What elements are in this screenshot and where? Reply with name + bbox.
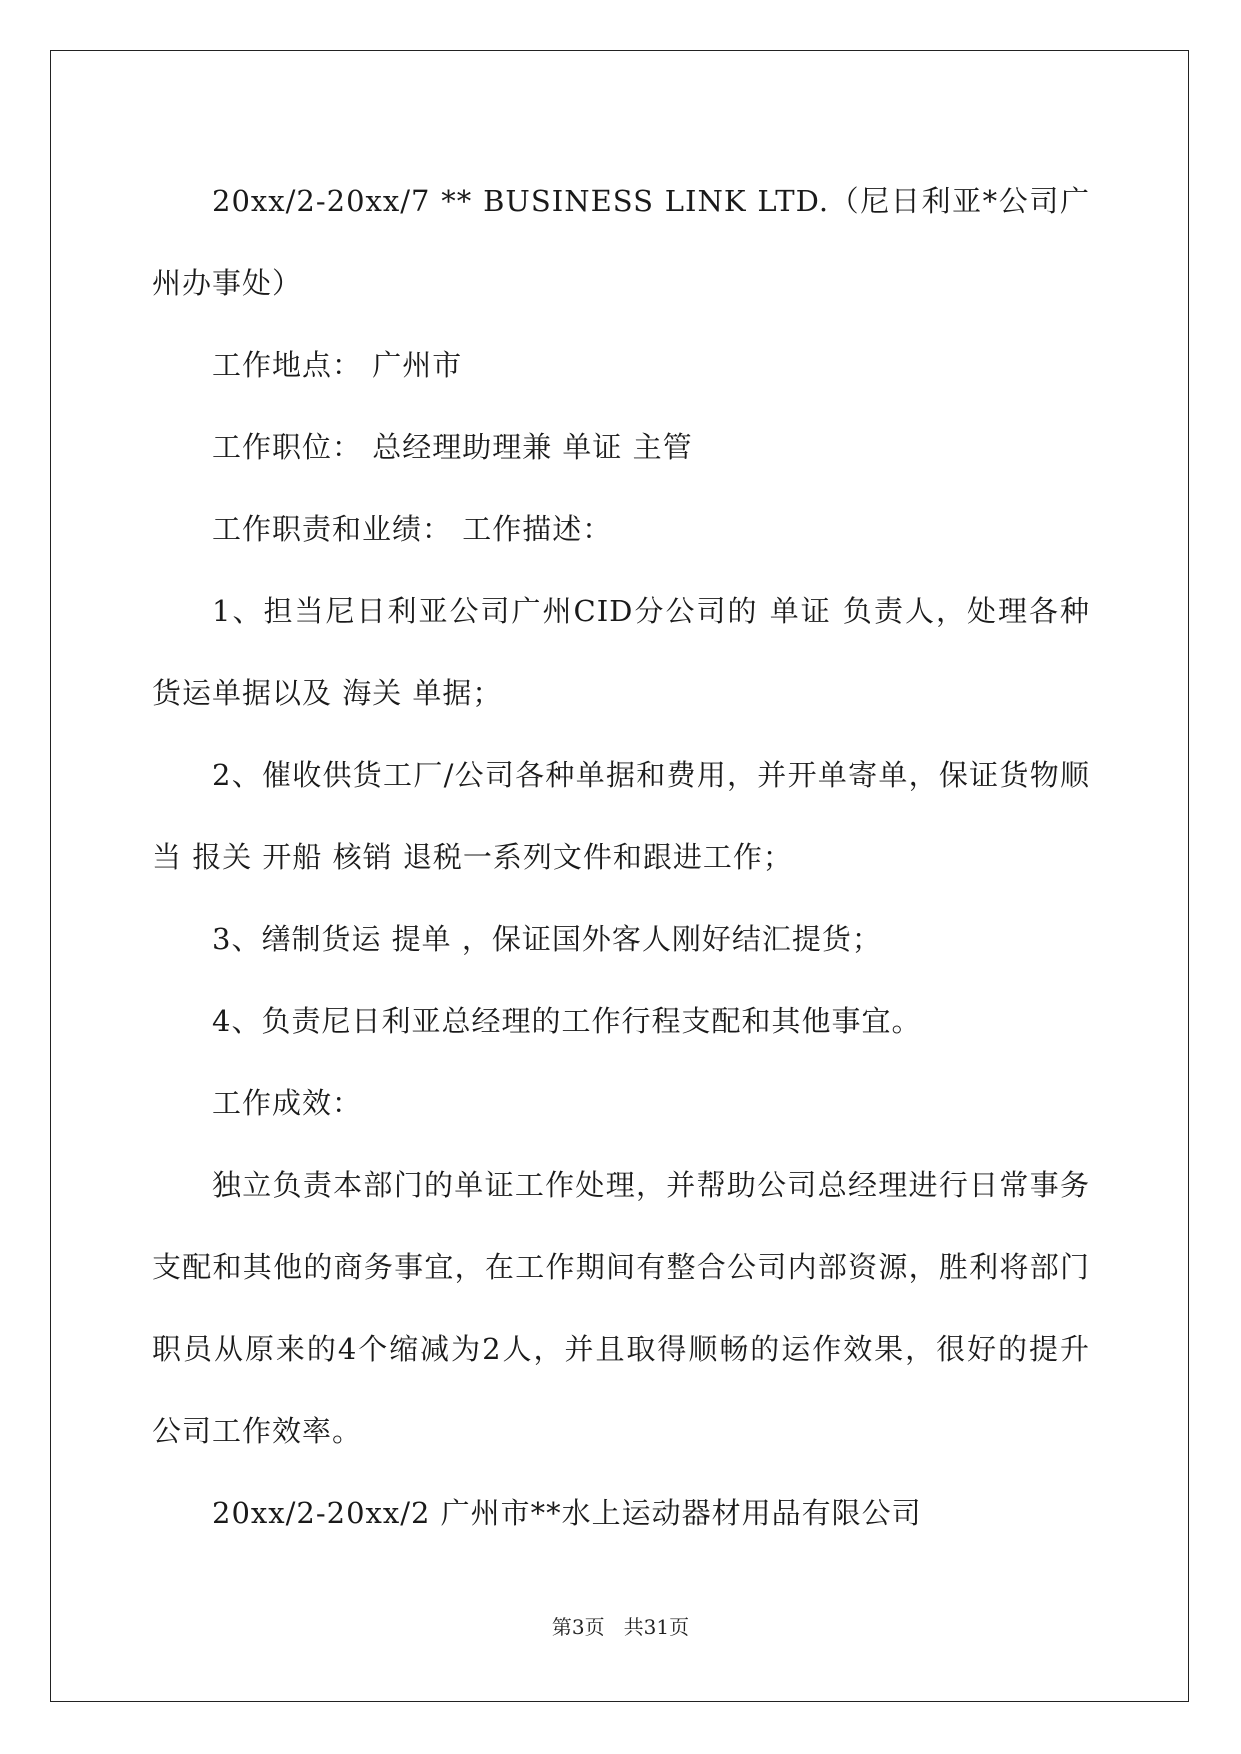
document-body [152, 160, 1090, 1554]
paragraph: 工作职责和业绩： 工作描述： [212, 512, 613, 546]
page-number: 第3页 [551, 1615, 605, 1639]
paragraph: 3、缮制货运 提单 ，保证国外客人刚好结汇提货； [212, 922, 882, 956]
paragraph: 工作成效： [212, 1086, 363, 1120]
page-total: 共31页 [623, 1615, 690, 1639]
paragraph: 20xx/2-20xx/7 ** BUSINESS LINK LTD.（尼日利亚*公司广州办事处） [152, 184, 1090, 300]
paragraph: 工作地点： 广州市 [212, 348, 463, 382]
paragraph: 20xx/2-20xx/2 广州市**水上运动器材用品有限公司 [212, 1496, 922, 1530]
paragraph: 工作职位： 总经理助理兼 单证 主管 [212, 430, 693, 464]
paragraph: 2、催收供货工厂/公司各种单据和费用，并开单寄单，保证货物顺当 报关 开船 核销 退税一系列文件和跟进工作； [152, 758, 1090, 874]
paragraph: 1、担当尼日利亚公司广州CID分公司的 单证 负责人，处理各种货运单据以及 海关 单据； [152, 594, 1090, 710]
page-footer [0, 1611, 1241, 1640]
paragraph: 4、负责尼日利亚总经理的工作行程支配和其他事宜。 [212, 1004, 922, 1038]
paragraph: 独立负责本部门的单证工作处理，并帮助公司总经理进行日常事务支配和其他的商务事宜，在工作期间有整合公司内部资源，胜利将部门职员从原来的4个缩减为2人，并且取得顺畅的运作效果，很好的提升公司工作效率。 [152, 1168, 1090, 1448]
